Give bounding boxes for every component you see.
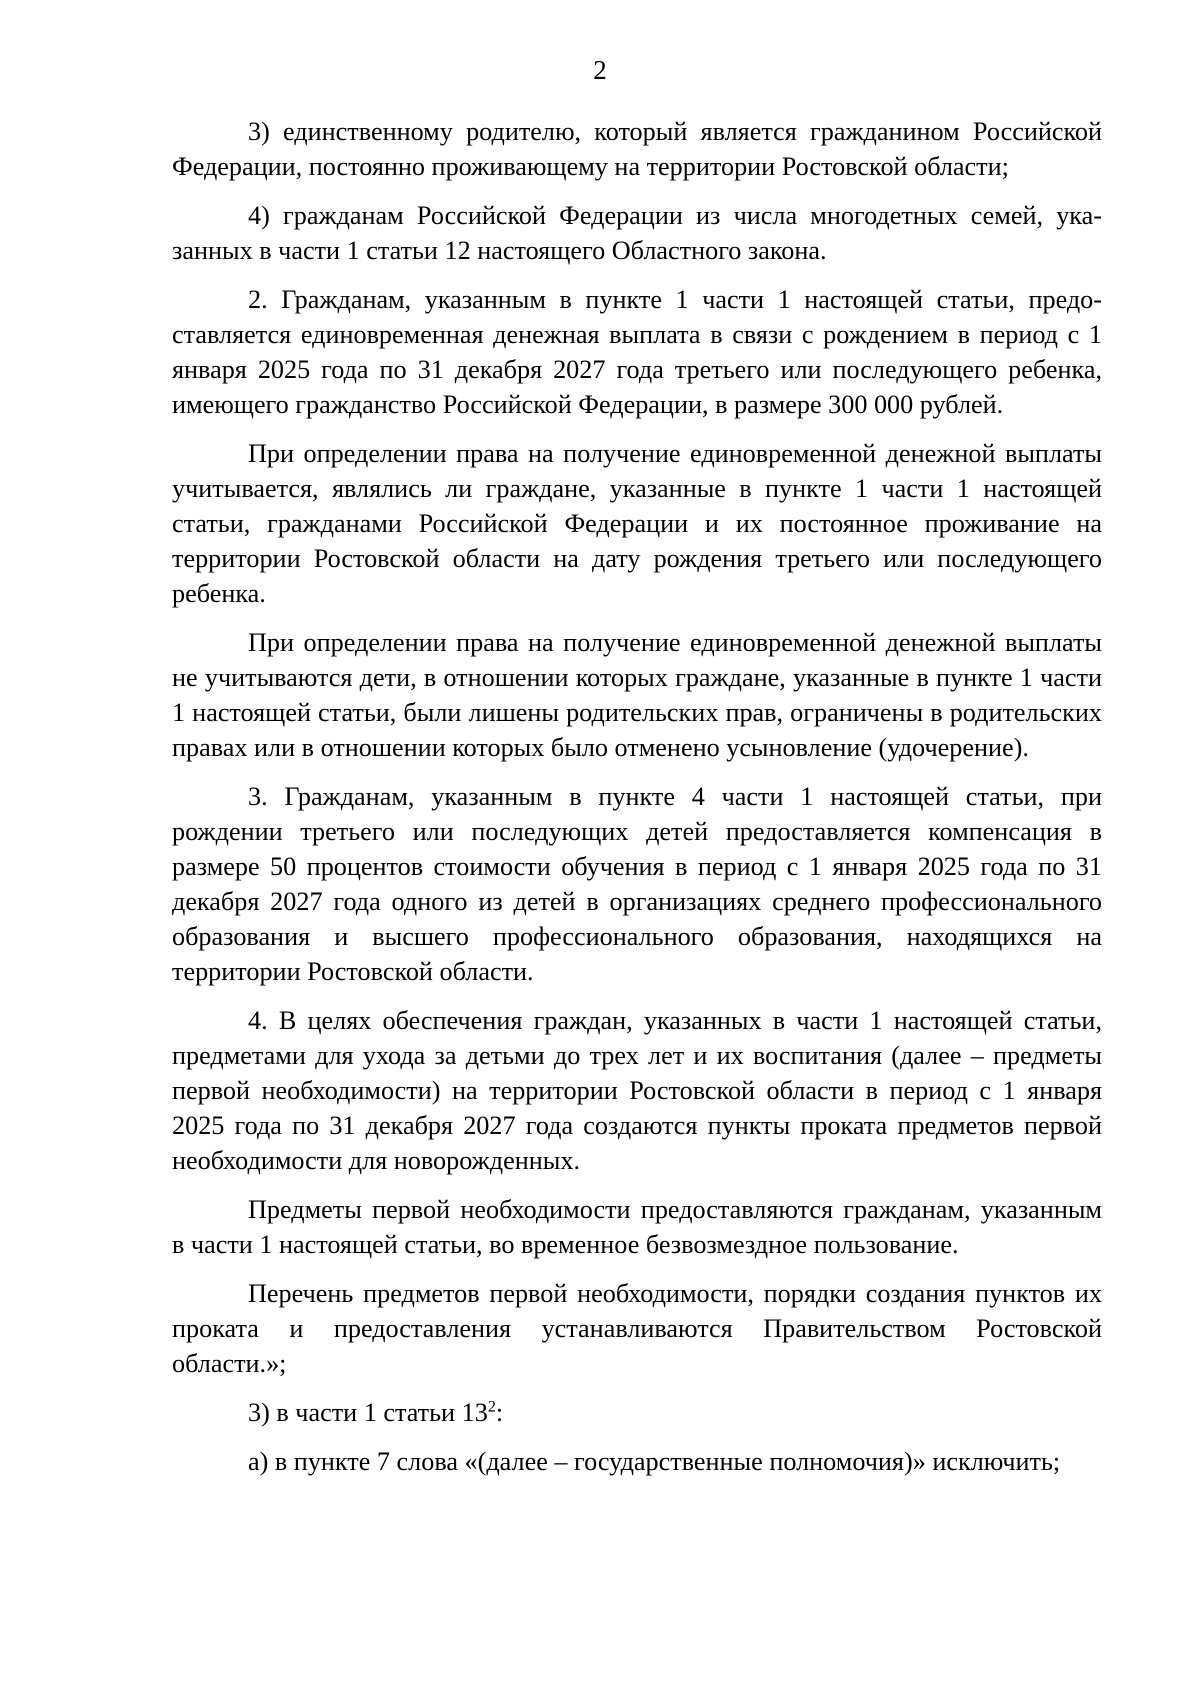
paragraph-government-list: Перечень предметов первой необходимости, порядки создания пунктов их проката и предоставления устанавливаются Правительством Ростовской области.»; bbox=[172, 1279, 1102, 1378]
paragraph-large-families: 4) гражданам Российской Федерации из числа многодетных семей, указанных в части 1 статьи 12 настоящего Областного закона. bbox=[172, 201, 1102, 265]
article-13-text: 3) в части 1 статьи 13 bbox=[248, 1398, 488, 1427]
article-13-superscript: 2 bbox=[487, 1398, 496, 1416]
paragraph-one-time-payment: 2. Гражданам, указанным в пункте 1 части 1 настоящей статьи, предоставляется единовременная денежная выплата в связи с рождением в период с 1 января 2025 года по 31 декабря 2027 года третьего или последующего ребенка, имеющего гражданство Российской Федерации, в размере 300 000 рублей. bbox=[172, 285, 1102, 419]
paragraph-education-compensation: 3. Гражданам, указанным в пункте 4 части 1 настоящей статьи, при рождении третьего или последующих детей предоставляется компенсация в размере 50 процентов стоимости обучения в период с 1 января 2025 года по 31 декабря 2027 года одного из детей в организациях среднего профессионального образования и высшего профессионального образования, находящихся на территории Ростовской области. bbox=[172, 782, 1102, 986]
paragraph-rental-points: 4. В целях обеспечения граждан, указанных в части 1 настоящей статьи, предметами для ухода за детьми до трех лет и их воспитания (далее – предметы первой необходимости) на территории Ростовской области в период с 1 января 2025 года по 31 декабря 2027 года создаются пункты проката предметов первой необходимости для новорожденных. bbox=[172, 1006, 1102, 1175]
paragraph-free-use: Предметы первой необходимости предоставляются гражданам, указанным в части 1 настоящей статьи, во временное безвозмездное пользование. bbox=[172, 1195, 1102, 1259]
paragraph-article-13-2 bbox=[172, 1395, 1102, 1430]
paragraph-single-parent: 3) единственному родителю, который является гражданином Российской Федерации, постоянно проживающему на территории Ростовской области; bbox=[172, 117, 1102, 181]
paragraph-payment-eligibility: При определении права на получение единовременной денежной выплаты учитывается, являлись ли граждане, указанные в пункте 1 части 1 настоящей статьи, гражданами Российской Федерации и их постоянное проживание на территории Ростовской области на дату рождения третьего или последующего ребенка. bbox=[172, 439, 1102, 608]
page-number: 2 bbox=[593, 55, 607, 85]
paragraph-excluded-children: При определении права на получение единовременной денежной выплаты не учитываются дети, в отношении которых граждане, указанные в пункте 1 части 1 настоящей статьи, были лишены родительских прав, ограничены в родительских правах или в отношении которых было отменено усыновление (удочерение). bbox=[172, 628, 1102, 762]
paragraph-item-a: а) в пункте 7 слова «(далее – государственные полномочия)» исключить; bbox=[248, 1447, 1061, 1476]
document-body bbox=[172, 114, 1102, 1493]
article-13-suffix: : bbox=[495, 1398, 504, 1427]
